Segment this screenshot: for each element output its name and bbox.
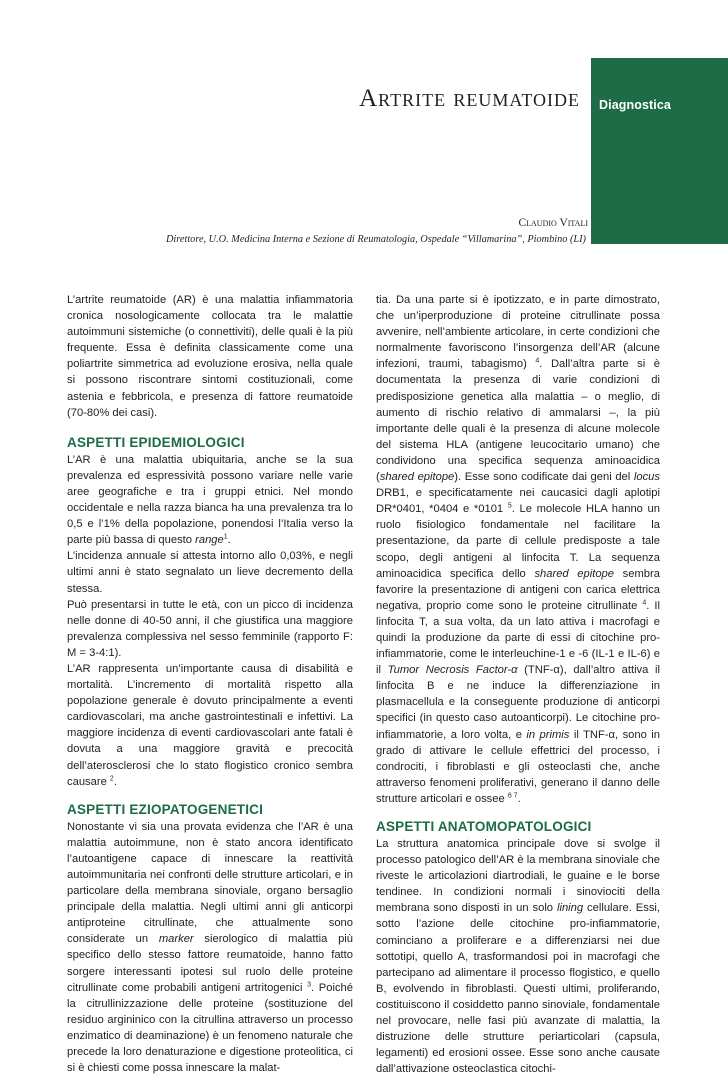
pathogenesis-continued-paragraph: tia. Da una parte si è ipotizzato, e in parte dimostrato, che un’iperproduzione di proteine citrullinate possa avvenire, nell’ambiente articolare, in certe condizioni che normalmente favoriscono l’insorgenza dell’AR (alcune infezioni, traumi, tabagismo) $^4$. Dall’altra parte si è documentata la presenza di varie condizioni di predisposizione genetica alla malattia – o meglio, di aumento di rischio relativo di ammalarsi –, la più importante delle quali è la presenza di alcune molecole del sistema HLA (antigene leucocitario umano) che condividono una specifica sequenza aminoacidica (shared epitope). Esse sono codificate dai geni del locus DRB1, e specificatamente nei caucasici dagli aplotipi DR*0401, *0404 e *0101 $^5$. Le molecole HLA hanno un ruolo fisiologico fondamentale nel facilitare la presentazione, da parte di cellule predisposte a tale scopo, degli antigeni al linfocita T. La sequenza aminoacidica specifica dello shared epitope sembra favorire la presentazione di antigeni con carica elettrica negativa, proprio come sono le proteine citrullinate $^4$. Il linfocita T, a sua volta, da un lato attiva i macrofagi e quindi la produzione da parte di essi di citochine pro-infiammatorie, come le interleuchine-1 e -6 (IL-1 e IL-6) e il Tumor Necrosis Factor-α (TNF-α), dall’altro attiva il linfocita B e ne induce la differenziazione in plasmacellula e la conseguente produzione di anticorpi specifici (in questo caso autoanticorpi). Le citochine pro-infiammatorie, a loro volta, e in primis il TNF-α, sono in grado di attivare le cellule effettrici del processo, i condrociti, i fibroblasti e gli osteoclasti che, anche attraverso fenomeni proliferativi, generano il danno delle strutture articolari e ossee $^{6 7}$. xyxy=(376,294,661,805)
ez-paragraph: Nonostante vi sia una provata evidenza che l’AR è una malattia autoimmune, non è stato ancora identificato l’autoantigene capace di innescare la reattività autoimmunitaria nei confronti delle strutture articolari, e in particolare della membrana sinoviale, organo bersaglio principale della malattia. Negli ultimi anni gli anticorpi antiproteine citrullinate, che attualmente sono considerate un marker sierologico di malattia più specifico dello stesso fattore reumatoide, hanno fatto sorgere interessanti ipotesi sul ruolo delle proteine citrullinate come probabili antigeni artritogenici $^3$. Poiché la citrullinizzazione delle proteine (sostituzione del residuo argininico con la citrullina attraverso un processo enzimatico di deaminazione) è un fenomeno naturale che precede la loro denaturazione e digestione proteolitica, ci si è chiesti come possa innescare la malat- xyxy=(67,820,353,1075)
anatomy-paragraph: La struttura anatomica principale dove si svolge il processo patologico dell’AR è la membrana sinoviale che riveste le articolazioni diartrodiali, le guaine e le borse tendinee. In condizioni normali i sinoviociti della membrana sono disposti in un solo lining cellulare. Essi, sotto l’azione delle citochine pro-infiammatorie, cominciano a proliferare e a differenziarsi nei due sottotipi, quello A, trasformandosi poi in macrofagi che partecipano ad alimentare il processo flogistico, e quello B, evolvendo in fibroblasti. Questi ultimi, proliferando, costituiscono il cosiddetto panno sinoviale, fondamentale nel provocare, nelle fasi più avanzate di malattia, la distruzione delle strutture periarticolari (capsula, legamenti) ed erosioni ossee. Esse sono anche causate dall’attivazione osteoclastica citochi- xyxy=(376,838,661,1076)
left-column xyxy=(67,292,353,1076)
intro-paragraph: L’artrite reumatoide (AR) è una malattia infiammatoria cronica nosologicamente collocata tra le malattie autoimmuni sistemiche (o connettiviti), delle quali è la più frequente. Essa è definita classicamente come una poliartrite simmetrica ad evoluzione erosiva, nella quale si possono riscontrare sintomi costituzionali, come astenia e febbricola, e presenza di fattore reumatoide (70-80% dei casi). xyxy=(67,294,353,419)
author-affiliation: Direttore, U.O. Medicina Interna e Sezione di Reumatologia, Ospedale “Villamarina”, Piombino (LI) xyxy=(165,234,586,245)
epi-paragraph-3: Può presentarsi in tutte le età, con un picco di incidenza nelle donne di 40-50 anni, il che giustifica una maggiore prevalenza complessiva nel sesso femminile (rapporto F: M = 3-4:1). xyxy=(67,598,353,659)
section-tag: Diagnostica xyxy=(599,98,671,112)
epi-paragraph-2: L’incidenza annuale si attesta intorno allo 0,03%, e negli ultimi anni è stato segnalato un lieve decremento della stessa. xyxy=(67,550,353,595)
right-column xyxy=(376,292,660,1077)
heading-eziopatogenetici: ASPETTI EZIOPATOGENETICI xyxy=(67,801,264,817)
section-color-bar xyxy=(591,58,728,244)
article-title: Artrite reumatoide xyxy=(359,85,580,112)
heading-anatomopatologici: ASPETTI ANATOMOPATOLOGICI xyxy=(376,819,592,834)
epi-paragraph-4: L’AR rappresenta un’importante causa di disabilità e mortalità. L’incremento di mortalità rispetto alla popolazione generale è dovuto principalmente a eventi cardiovascolari, ma anche gastrointestinali e infettivi. La maggiore incidenza di eventi cardiovascolari ante fatali è dovuta a una maggiore gravità e precocità dell’aterosclerosi che lo stato flogistico cronico sembra causare $^2$. xyxy=(67,662,353,788)
epi-paragraph-1: L’AR è una malattia ubiquitaria, anche se la sua prevalenza ed espressività possono variare nelle varie aree geografiche e tra i gruppi etnici. Nel mondo occidentale e nella razza bianca ha una prevalenza tra lo 0,5 e l’1% della popolazione, ponendosi l’Italia verso la parte più bassa di questo range$^1$. xyxy=(67,453,353,547)
author-name: Claudio Vitali xyxy=(518,217,588,229)
heading-epidemiologici: ASPETTI EPIDEMIOLOGICI xyxy=(67,434,245,450)
